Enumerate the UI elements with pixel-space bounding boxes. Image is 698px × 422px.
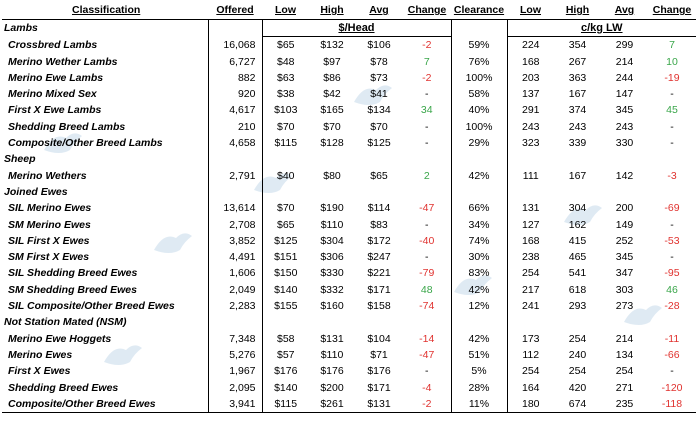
cell-avg2: 214 (615, 55, 634, 68)
cell-low2: 168 (521, 55, 540, 68)
cell-change: 7 (403, 54, 451, 70)
cell-low: $151 (274, 251, 298, 264)
cell-avg: $70 (370, 120, 388, 133)
cell-low2: 168 (521, 234, 540, 247)
table-row (2, 54, 696, 70)
cell-avg2: 142 (615, 169, 634, 182)
cell-high: $190 (320, 202, 344, 215)
cell-high: $42 (323, 88, 341, 101)
cell-clearance: 66% (451, 200, 507, 216)
cell-change: -40 (403, 233, 451, 249)
cell-avg: $171 (367, 381, 391, 394)
cell-high2: 541 (568, 267, 587, 280)
cell-change: 2 (403, 168, 451, 184)
cell-low: $115 (262, 396, 309, 413)
cell-low2: 127 (521, 218, 540, 231)
cell-avg: $65 (370, 169, 388, 182)
cell-high: $70 (323, 120, 341, 133)
cell-change2: 10 (666, 55, 678, 68)
header-avg: Avg (355, 1, 403, 20)
cell-low: $48 (276, 55, 295, 68)
cell-high: $97 (323, 55, 341, 68)
cell-avg2: 347 (615, 267, 634, 280)
cell-low2: 180 (507, 396, 554, 413)
cell-avg: $73 (370, 71, 388, 84)
cell-clearance: 42% (451, 168, 507, 184)
cell-change: -47 (403, 347, 451, 363)
section-header-row (2, 314, 696, 330)
cell-change2: - (670, 218, 674, 231)
cell-change2: -19 (664, 71, 680, 84)
table-row (2, 168, 696, 184)
cell-avg: $41 (370, 88, 388, 101)
cell-high: $304 (320, 234, 344, 247)
cell-low: $125 (274, 234, 298, 247)
cell-clearance: 100% (451, 119, 507, 135)
row-classification: Shedding Breed Ewes (8, 381, 119, 394)
cell-avg2: 330 (615, 137, 634, 150)
cell-low2: 323 (521, 137, 540, 150)
cell-low2: 238 (521, 251, 540, 264)
cell-avg2: 273 (615, 300, 634, 313)
cell-offered: 1,606 (208, 265, 262, 281)
cell-change: -2 (403, 396, 451, 413)
cell-avg2: 214 (615, 332, 634, 345)
cell-change2: 46 (666, 283, 678, 296)
cell-high2: 167 (568, 88, 587, 101)
cell-avg: $158 (367, 300, 391, 313)
cell-offered: 13,614 (208, 200, 262, 216)
cell-change2: 45 (666, 104, 678, 117)
cell-high2: 465 (568, 251, 587, 264)
cell-high2: 267 (568, 55, 587, 68)
cell-offered: 2,283 (208, 298, 262, 314)
cell-high: $306 (320, 251, 344, 264)
section-title: Sheep (4, 153, 36, 166)
section-title: Not Station Mated (NSM) (4, 316, 127, 329)
row-classification: Composite/Other Breed Ewes (2, 396, 208, 413)
cell-low: $176 (274, 365, 298, 378)
cell-change2: -3 (667, 169, 677, 182)
cell-low: $57 (276, 348, 295, 361)
cell-avg: $125 (367, 137, 391, 150)
cell-low: $155 (274, 300, 298, 313)
cell-change: -4 (403, 380, 451, 396)
cell-low2: 203 (521, 71, 540, 84)
row-classification: Composite/Other Breed Lambs (8, 137, 163, 150)
cell-avg2: 134 (615, 348, 634, 361)
cell-change2: -95 (664, 267, 680, 280)
cell-avg2: 254 (615, 365, 634, 378)
cell-offered: 210 (208, 119, 262, 135)
cell-high2: 374 (568, 104, 587, 117)
cell-clearance: 76% (451, 54, 507, 70)
cell-change2: -28 (664, 300, 680, 313)
cell-offered: 4,658 (208, 135, 262, 151)
cell-high: $160 (320, 300, 344, 313)
cell-low: $38 (276, 88, 295, 101)
cell-change: - (403, 363, 451, 379)
cell-clearance: 58% (451, 86, 507, 102)
row-classification: SM Shedding Breed Ewes (8, 283, 137, 296)
cell-avg: $134 (367, 104, 391, 117)
cell-low: $40 (276, 169, 295, 182)
cell-clearance: 34% (451, 217, 507, 233)
cell-high2: 674 (554, 396, 601, 413)
cell-change2: - (670, 365, 674, 378)
cell-avg: $78 (370, 55, 388, 68)
cell-offered: 16,068 (208, 37, 262, 54)
table-row (2, 331, 696, 347)
cell-high: $80 (323, 169, 341, 182)
cell-high: $165 (320, 104, 344, 117)
cell-offered: 3,941 (208, 396, 262, 413)
cell-high: $200 (320, 381, 344, 394)
cell-change: - (403, 119, 451, 135)
header-high: High (309, 1, 355, 20)
cell-change2: - (670, 137, 674, 150)
cell-change2: -66 (664, 348, 680, 361)
row-classification: SIL Composite/Other Breed Ewes (8, 300, 175, 313)
cell-high: $132 (320, 39, 344, 52)
cell-clearance: 42% (451, 282, 507, 298)
cell-change2: - (670, 88, 674, 101)
cell-low2: 173 (521, 332, 540, 345)
cell-change: 34 (403, 102, 451, 118)
cell-clearance: 29% (451, 135, 507, 151)
cell-high: $176 (320, 365, 344, 378)
cell-high: $330 (320, 267, 344, 280)
cell-low: $150 (274, 267, 298, 280)
table-row (2, 282, 696, 298)
cell-clearance: 100% (451, 70, 507, 86)
cell-high2: 254 (568, 332, 587, 345)
header-low: Low (262, 1, 309, 20)
cell-avg: $106 (367, 39, 391, 52)
row-classification: SIL Merino Ewes (8, 202, 92, 215)
cell-change2: 7 (669, 39, 675, 52)
row-classification: Merino Ewe Lambs (8, 71, 104, 84)
row-classification: SM First X Ewes (8, 251, 90, 264)
section-header-row (2, 151, 696, 167)
cell-avg2: 271 (615, 381, 634, 394)
cell-clearance: 28% (451, 380, 507, 396)
cell-avg: $172 (367, 234, 391, 247)
cell-offered: 7,348 (208, 331, 262, 347)
cell-offered: 6,727 (208, 54, 262, 70)
table-row (2, 102, 696, 118)
cell-change2: -69 (664, 202, 680, 215)
cell-change2: - (670, 120, 674, 133)
cell-change2: -118 (648, 396, 696, 413)
cell-low: $58 (276, 332, 295, 345)
cell-low2: 241 (521, 300, 540, 313)
cell-offered: 4,617 (208, 102, 262, 118)
cell-high2: 363 (568, 71, 587, 84)
row-classification: Shedding Breed Lambs (8, 120, 126, 133)
cell-high2: 354 (568, 39, 587, 52)
unit-head-label: $/Head (262, 20, 451, 37)
row-classification: SIL Shedding Breed Ewes (8, 267, 138, 280)
cell-avg: $176 (367, 365, 391, 378)
cell-offered: 882 (208, 70, 262, 86)
row-classification: Crossbred Lambs (8, 39, 98, 52)
cell-clearance: 5% (451, 363, 507, 379)
cell-low: $70 (276, 202, 295, 215)
cell-clearance: 74% (451, 233, 507, 249)
sale-results-table (2, 1, 696, 413)
cell-change: -2 (403, 37, 451, 54)
cell-high2: 293 (568, 300, 587, 313)
cell-offered: 2,791 (208, 168, 262, 184)
cell-change: -14 (403, 331, 451, 347)
header-change-lw: Change (648, 1, 696, 20)
cell-change: -79 (403, 265, 451, 281)
cell-low: $63 (276, 71, 295, 84)
table-row (2, 363, 696, 379)
cell-high2: 243 (568, 120, 587, 133)
cell-change: - (403, 217, 451, 233)
row-classification: Merino Ewe Hoggets (8, 332, 112, 345)
cell-high: $131 (320, 332, 344, 345)
cell-avg: $221 (367, 267, 391, 280)
cell-low2: 164 (521, 381, 540, 394)
header-avg-lw: Avg (601, 1, 648, 20)
cell-avg2: 252 (615, 234, 634, 247)
cell-low2: 224 (521, 39, 540, 52)
column-header-row (2, 1, 696, 20)
cell-clearance: 30% (451, 249, 507, 265)
header-classification: Classification (2, 1, 208, 20)
cell-low2: 217 (521, 283, 540, 296)
cell-high: $86 (323, 71, 341, 84)
table-row (2, 380, 696, 396)
cell-low2: 137 (521, 88, 540, 101)
table-body (2, 20, 696, 413)
cell-clearance: 11% (451, 396, 507, 413)
table-row (2, 200, 696, 216)
cell-avg: $71 (370, 348, 388, 361)
table-row (2, 119, 696, 135)
row-classification: First X Ewes (8, 365, 71, 378)
cell-offered: 1,967 (208, 363, 262, 379)
cell-low: $65 (276, 39, 295, 52)
cell-avg2: 345 (615, 251, 634, 264)
cell-change: - (403, 135, 451, 151)
cell-low2: 131 (521, 202, 540, 215)
cell-change2: - (670, 251, 674, 264)
cell-avg2: 299 (615, 39, 634, 52)
cell-change2: -120 (661, 381, 683, 394)
cell-high2: 254 (568, 365, 587, 378)
cell-avg2: 345 (615, 104, 634, 117)
cell-offered: 4,491 (208, 249, 262, 265)
table-row (2, 70, 696, 86)
row-classification: Merino Mixed Sex (8, 88, 97, 101)
cell-avg: $104 (367, 332, 391, 345)
cell-low: $140 (274, 283, 298, 296)
table-row (2, 347, 696, 363)
section-header-row (2, 20, 696, 37)
table-row (2, 265, 696, 281)
cell-avg: $131 (355, 396, 403, 413)
header-offered: Offered (208, 1, 262, 20)
cell-high2: 167 (568, 169, 587, 182)
cell-change2: -53 (664, 234, 680, 247)
table-row (2, 233, 696, 249)
row-classification: Merino Wether Lambs (8, 55, 118, 68)
cell-change: - (403, 86, 451, 102)
cell-avg: $83 (370, 218, 388, 231)
table-row (2, 396, 696, 413)
cell-low2: 254 (521, 267, 540, 280)
cell-low2: 111 (522, 169, 539, 182)
cell-change: -74 (403, 298, 451, 314)
cell-clearance: 40% (451, 102, 507, 118)
cell-low2: 291 (521, 104, 540, 117)
cell-avg: $171 (367, 283, 391, 296)
cell-high2: 339 (568, 137, 587, 150)
cell-avg: $114 (367, 202, 391, 215)
cell-offered: 3,852 (208, 233, 262, 249)
cell-high2: 162 (568, 218, 587, 231)
cell-high2: 415 (568, 234, 587, 247)
cell-high2: 618 (568, 283, 587, 296)
cell-high: $110 (320, 348, 344, 361)
table-row (2, 217, 696, 233)
table-row (2, 249, 696, 265)
unit-lw-label: c/kg LW (507, 20, 696, 37)
cell-high: $128 (320, 137, 344, 150)
cell-offered: 920 (208, 86, 262, 102)
cell-avg2: 147 (615, 88, 634, 101)
cell-clearance: 12% (451, 298, 507, 314)
header-clearance: Clearance (451, 1, 507, 20)
cell-low2: 243 (521, 120, 540, 133)
header-change: Change (403, 1, 451, 20)
cell-change: - (403, 249, 451, 265)
header-low-lw: Low (507, 1, 554, 20)
row-classification: SIL First X Ewes (8, 234, 90, 247)
cell-high2: 240 (568, 348, 587, 361)
cell-low: $65 (276, 218, 295, 231)
cell-avg: $247 (367, 251, 391, 264)
section-header-row (2, 184, 696, 200)
cell-avg2: 235 (601, 396, 648, 413)
cell-avg2: 200 (615, 202, 634, 215)
cell-clearance: 51% (451, 347, 507, 363)
cell-avg2: 243 (615, 120, 634, 133)
cell-offered: 2,095 (208, 380, 262, 396)
cell-low2: 254 (521, 365, 540, 378)
cell-offered: 2,708 (208, 217, 262, 233)
cell-high: $261 (309, 396, 355, 413)
cell-offered: 5,276 (208, 347, 262, 363)
cell-clearance: 42% (451, 331, 507, 347)
cell-high: $332 (320, 283, 344, 296)
section-title: Joined Ewes (4, 185, 68, 198)
table-row (2, 86, 696, 102)
header-high-lw: High (554, 1, 601, 20)
row-classification: SM Merino Ewes (8, 218, 91, 231)
cell-change: -2 (403, 70, 451, 86)
cell-avg2: 244 (615, 71, 634, 84)
cell-low: $115 (274, 137, 298, 150)
table-row (2, 37, 696, 54)
row-classification: First X Ewe Lambs (8, 104, 102, 117)
cell-low: $70 (276, 120, 295, 133)
cell-low: $140 (274, 381, 298, 394)
section-title: Lambs (4, 22, 38, 35)
cell-change: 48 (403, 282, 451, 298)
cell-high2: 420 (568, 381, 587, 394)
cell-clearance: 83% (451, 265, 507, 281)
cell-high: $110 (320, 218, 344, 231)
row-classification: Merino Wethers (8, 169, 87, 182)
table-row (2, 135, 696, 151)
cell-low: $103 (274, 104, 298, 117)
row-classification: Merino Ewes (8, 348, 73, 361)
cell-change2: -11 (664, 332, 680, 345)
cell-change: -47 (403, 200, 451, 216)
cell-high2: 304 (568, 202, 587, 215)
cell-low2: 112 (522, 348, 540, 361)
cell-avg2: 303 (615, 283, 634, 296)
cell-offered: 2,049 (208, 282, 262, 298)
cell-avg2: 149 (615, 218, 634, 231)
table-row (2, 298, 696, 314)
cell-clearance: 59% (451, 37, 507, 54)
